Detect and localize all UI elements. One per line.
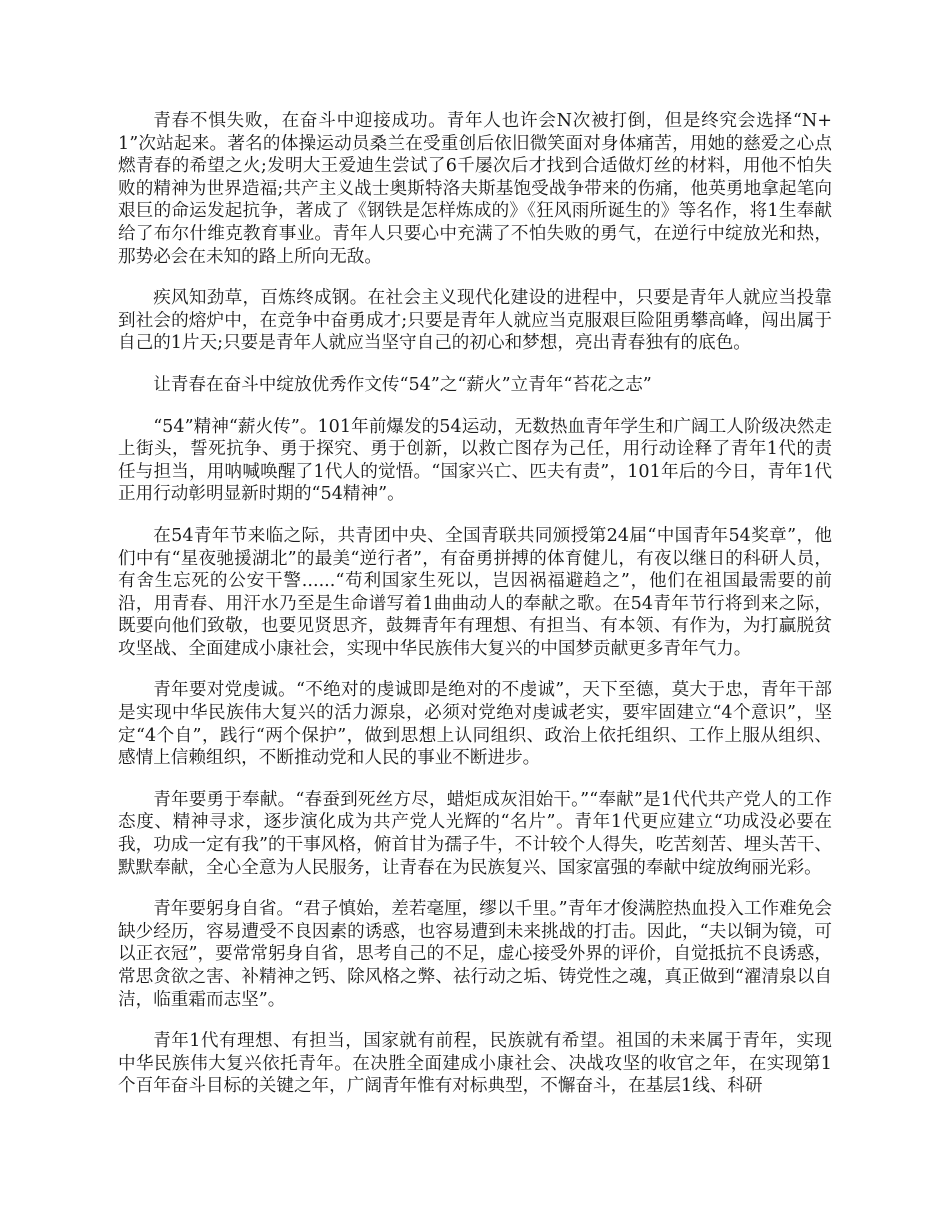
paragraph-7: 青年要勇于奉献。“春蚕到死丝方尽，蜡炬成灰泪始干。”“奉献”是1代代共产党人的工作态度、精神寻求，逐步演化成为共产党人光辉的“名片”。青年1代更应建立“功成没必要在我，功成一定有我”的干事风格，俯首甘为孺子牛，不计较个人得失，吃苦刻苦、埋头苦干、默默奉献，全心全意为人民服务，让青春在为民族复兴、国家富强的奉献中绽放绚丽光彩。	[118, 789, 832, 878]
paragraph-1: 青春不惧失败，在奋斗中迎接成功。青年人也许会N次被打倒，但是终究会选择“N+1”次站起来。著名的体操运动员桑兰在受重创后依旧微笑面对身体痛苦，用她的慈爱之心点燃青春的希望之火;发明大王爱迪生尝试了6千屡次后才找到合适做灯丝的材料，用他不怕失败的精神为世界造福;共产主义战士奥斯特洛夫斯基饱受战争带来的伤痛，他英勇地拿起笔向艰巨的命运发起抗争，著成了《钢铁是怎样炼成的》《狂风雨所诞生的》等名作，将1生奉献给了布尔什维克教育事业。青年人只要心中充满了不怕失败的勇气，在逆行中绽放光和热，那势必会在未知的路上所向无敌。	[118, 111, 832, 267]
paragraph-8: 青年要躬身自省。“君子慎始，差若毫厘，缪以千里。”青年才俊满腔热血投入工作难免会缺少经历，容易遭受不良因素的诱惑，也容易遭到未来挑战的打击。因此，“夫以铜为镜，可以正衣冠”，要常常躬身自省，思考自己的不足，虚心接受外界的评价，自觉抵抗不良诱惑，常思贪欲之害、补精神之钙、除风格之弊、祛行动之垢、铸党性之魂，真正做到“濯清泉以自洁，临重霜而志坚”。	[118, 899, 832, 1010]
paragraph-2: 疾风知劲草，百炼终成钢。在社会主义现代化建设的进程中，只要是青年人就应当投靠到社会的熔炉中，在竞争中奋勇成才;只要是青年人就应当克服艰巨险阻勇攀高峰，闯出属于自己的1片天;只要是青年人就应当坚守自己的初心和梦想，亮出青春独有的底色。	[118, 288, 832, 354]
paragraph-9: 青年1代有理想、有担当，国家就有前程，民族就有希望。祖国的未来属于青年，实现中华民族伟大复兴依托青年。在决胜全面建成小康社会、决战攻坚的收官之年，在实现第1个百年奋斗目标的关键之年，广阔青年惟有对标典型，不懈奋斗，在基层1线、科研	[118, 1031, 832, 1097]
document-body	[118, 110, 832, 1117]
paragraph-6: 青年要对党虔诚。“不绝对的虔诚即是绝对的不虔诚”，天下至德，莫大于忠，青年干部是实现中华民族伟大复兴的活力源泉，必须对党绝对虔诚老实，要牢固建立“4个意识”，坚定“4个自”，践行“两个保护”，做到思想上认同组织、政治上依托组织、工作上服从组织、感情上信赖组织，不断推动党和人民的事业不断进步。	[118, 680, 832, 769]
paragraph-5: 在54青年节来临之际，共青团中央、全国青联共同颁授第24届“中国青年54奖章”，他们中有“星夜驰援湖北”的最美“逆行者”，有奋勇拼搏的体育健儿，有夜以继日的科研人员，有舍生忘死的公安干警......“苟利国家生死以，岂因祸福避趋之”，他们在祖国最需要的前沿，用青春、用汗水乃至是生命谱写着1曲曲动人的奉献之歌。在54青年节行将到来之际，既要向他们致敬，也要见贤思齐，鼓舞青年有理想、有担当、有本领、有作为，为打赢脱贫攻坚战、全面建成小康社会，实现中华民族伟大复兴的中国梦贡献更多青年气力。	[118, 525, 832, 659]
paragraph-4: “54”精神“薪火传”。101年前爆发的54运动，无数热血青年学生和广阔工人阶级决然走上街头，誓死抗争、勇于探究、勇于创新，以救亡图存为己任，用行动诠释了青年1代的责任与担当，用呐喊唤醒了1代人的觉悟。“国家兴亡、匹夫有责”，101年后的今日，青年1代正用行动彰明显新时期的“54精神”。	[118, 416, 832, 505]
paragraph-3-heading-line: 让青春在奋斗中绽放优秀作文传“54”之“薪火”立青年“苔花之志”	[153, 374, 652, 395]
